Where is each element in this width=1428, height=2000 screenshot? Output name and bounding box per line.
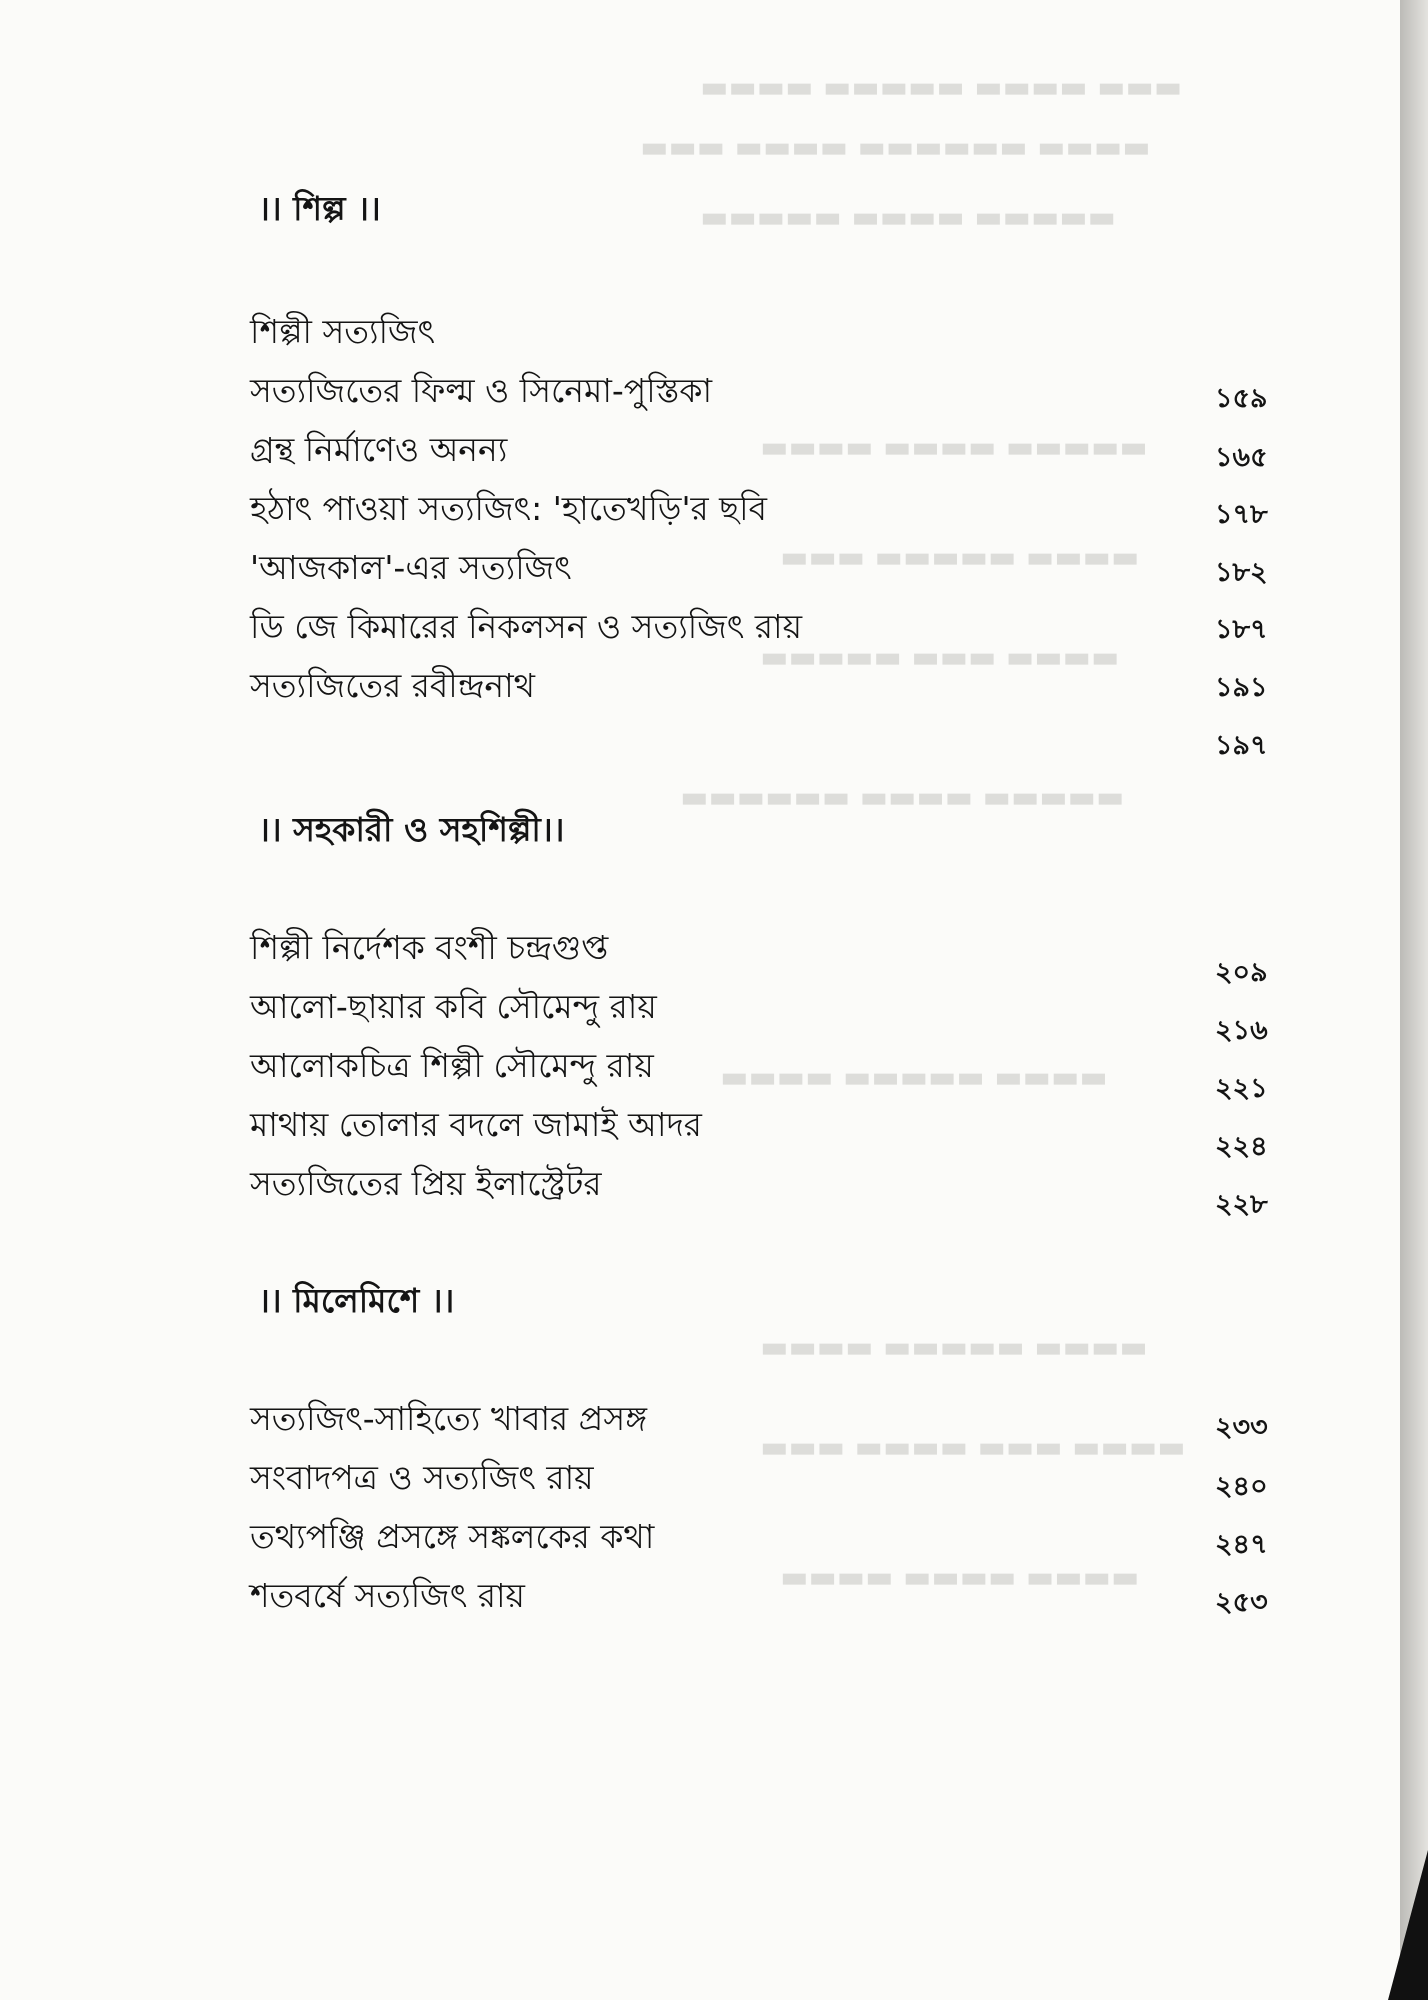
page-corner-shadow xyxy=(1388,1850,1428,2000)
toc-entry-page: ১৮২ xyxy=(1215,557,1268,588)
toc-entry-page: ২৪৭ xyxy=(1215,1529,1268,1560)
toc-entry-title: তথ্যপঞ্জি প্রসঙ্গে সঙ্কলকের কথা xyxy=(250,1517,655,1556)
toc-entry-page: ১৯১ xyxy=(1215,672,1268,703)
toc-entry-title: গ্রন্থ নির্মাণেও অনন্য xyxy=(250,430,508,469)
section-heading-shilpo: ।। শিল্প ।। xyxy=(258,189,381,228)
show-through-lines: ▬▬▬ ▬▬▬▬ ▬▬▬▬▬ ▬▬▬▬ xyxy=(700,70,1183,105)
toc-entry-title: 'আজকাল'-এর সত্যজিৎ xyxy=(250,548,572,587)
toc-entry-title: ডি জে কিমারের নিকলসন ও সত্যজিৎ রায় xyxy=(250,607,803,646)
toc-entry-page: ২০৯ xyxy=(1215,957,1268,988)
show-through-lines: ▬▬▬▬ ▬▬▬▬ ▬▬▬▬ xyxy=(780,1560,1140,1595)
toc-entry-title: সত্যজিতের রবীন্দ্রনাথ xyxy=(250,666,536,705)
section-heading-sohokari: ।। সহকারী ও সহশিল্পী।। xyxy=(258,810,565,849)
toc-entry-page: ১৭৮ xyxy=(1215,499,1268,530)
show-through-lines: ▬▬▬▬ ▬▬▬▬▬▬ ▬▬▬▬ ▬▬▬ xyxy=(640,130,1151,165)
toc-entry-title: সত্যজিতের ফিল্ম ও সিনেমা-পুস্তিকা xyxy=(250,371,713,410)
show-through-lines: ▬▬▬▬ ▬▬▬▬▬ ▬▬▬ xyxy=(780,540,1140,575)
section-heading-milemishe: ।। মিলেমিশে ।। xyxy=(258,1281,455,1320)
show-through-lines: ▬▬▬▬▬ ▬▬▬▬ ▬▬▬▬▬▬ xyxy=(680,780,1125,815)
show-through-lines: ▬▬▬▬ ▬▬▬▬▬ ▬▬▬▬ xyxy=(720,1060,1108,1095)
toc-entry-page: ১৬৫ xyxy=(1215,442,1268,473)
toc-entry-page: ২৩৩ xyxy=(1215,1412,1268,1443)
toc-entry-page: ১৮৭ xyxy=(1215,614,1268,645)
toc-entry-page: ২২৮ xyxy=(1215,1189,1268,1220)
toc-entry-page: ২২১ xyxy=(1215,1073,1268,1104)
toc-entry-page: ১৯৭ xyxy=(1215,730,1268,761)
toc-entry-page: ২২৪ xyxy=(1215,1131,1268,1162)
toc-entry-title: সত্যজিৎ-সাহিত্যে খাবার প্রসঙ্গ xyxy=(250,1399,648,1438)
toc-entry-page: ১৫৯ xyxy=(1215,383,1268,414)
toc-entry-page: ২৫৩ xyxy=(1215,1587,1268,1618)
show-through-lines: ▬▬▬▬▬ ▬▬▬▬ ▬▬▬▬ xyxy=(760,430,1148,465)
show-through-lines: ▬▬▬▬▬ ▬▬▬▬ ▬▬▬▬▬ xyxy=(700,200,1116,235)
toc-entry-page: ২৪০ xyxy=(1215,1471,1268,1502)
toc-entry-title: সত্যজিতের প্রিয় ইলাস্ট্রেটর xyxy=(250,1164,602,1203)
toc-entry-title: শিল্পী নির্দেশক বংশী চন্দ্রগুপ্ত xyxy=(250,928,609,967)
toc-entry-title: হঠাৎ পাওয়া সত্যজিৎ: 'হাতেখড়ি'র ছবি xyxy=(250,489,767,528)
toc-entry-title: আলোকচিত্র শিল্পী সৌমেন্দু রায় xyxy=(250,1046,654,1085)
toc-entry-title: শিল্পী সত্যজিৎ xyxy=(250,312,436,351)
show-through-lines: ▬▬▬▬ ▬▬▬▬▬ ▬▬▬▬ xyxy=(760,1330,1148,1365)
toc-entry-title: মাথায় তোলার বদলে জামাই আদর xyxy=(250,1105,702,1144)
toc-entry-title: শতবর্ষে সত্যজিৎ রায় xyxy=(250,1576,525,1615)
toc-entry-title: সংবাদপত্র ও সত্যজিৎ রায় xyxy=(250,1458,594,1497)
toc-entry-title: আলো-ছায়ার কবি সৌমেন্দু রায় xyxy=(250,987,657,1026)
page-edge xyxy=(1400,0,1428,2000)
show-through-lines: ▬▬▬▬ ▬▬▬ ▬▬▬▬ ▬▬▬ xyxy=(760,1430,1186,1465)
show-through-lines: ▬▬▬▬ ▬▬▬ ▬▬▬▬▬ xyxy=(760,640,1120,675)
toc-entry-page: ২১৬ xyxy=(1215,1015,1268,1046)
